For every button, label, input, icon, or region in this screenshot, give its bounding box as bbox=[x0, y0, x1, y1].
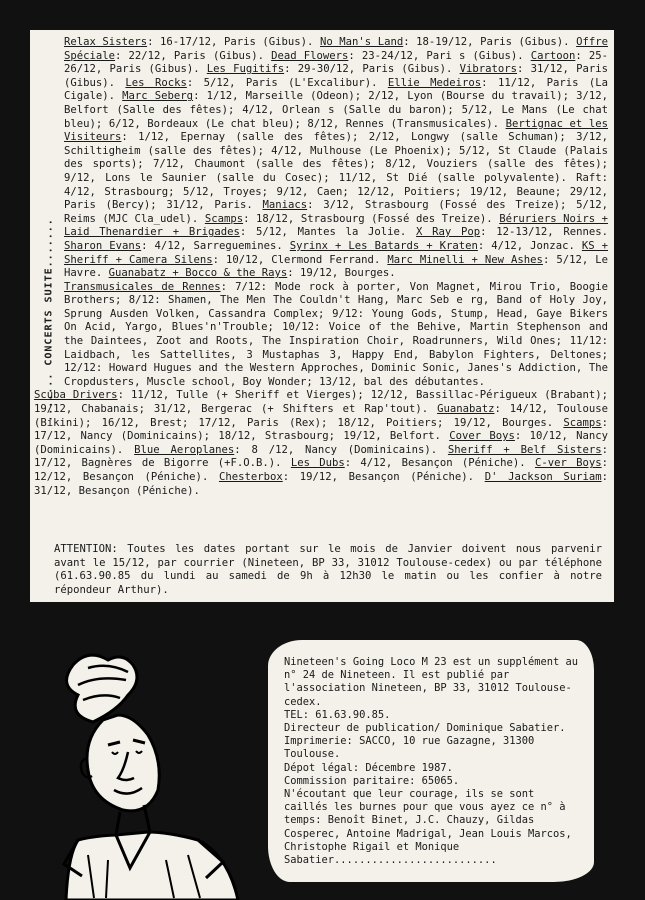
band-name: X Ray Pop bbox=[416, 226, 481, 239]
band-name: Relax Sisters bbox=[64, 36, 148, 48]
band-name: KS + Sheriff + Camera Silens bbox=[64, 239, 608, 266]
band-name: Les Fugitifs bbox=[206, 63, 285, 76]
band-name: Offre Spéciale bbox=[64, 36, 608, 62]
colophon-line: Directeur de publication/ Dominique Sabatier. Imprimerie: SACCO, 10 rue Gazagne, 31300 Toulouse. bbox=[284, 722, 566, 761]
colophon-text bbox=[284, 656, 580, 867]
band-name: Guanabatz + Bocco & the Rays bbox=[108, 267, 288, 280]
band-name: Dead Flowers bbox=[271, 49, 349, 62]
band-name: Cover Boys bbox=[449, 430, 515, 443]
concert-listing-panel bbox=[30, 30, 614, 602]
band-name: Béruriers Noirs + Laid Thenardier + Brigades bbox=[64, 212, 608, 239]
caricature-illustration bbox=[48, 640, 258, 900]
listing-paragraph: Scuba Drivers: 11/12, Tulle (+ Sheriff et Vierges); 12/12, Bassillac-Périgueux (Brabant); 19/12, Chabanais; 31/12, Bergerac (+ Shifters et Rap'tout). Guanabatz: 14/12, Toulouse (Bikini); 16/12, Brest; 17/12, Paris (Rex); 18/12, Poitiers; 19/12, Bourges. Scamps: 17/12, Nancy (Dominicains); 18/12, Strasbourg; 19/12, Belfort. Cover Boys: 10/12, Nancy (Dominicains). Blue Aeroplanes: 8 /12, Nancy (Dominicains). Sheriff + Belf Sisters: 17/12, Bagnères de Bigorre (+F.O.B.). Les Dubs: 4/12, Besançon (Péniche). C-ver Boys: 12/12, Besançon (Péniche). Chesterbox: 19/12, Besançon (Péniche). D' Jackson Suriam: 31/12, Besançon (Péniche). bbox=[34, 389, 609, 497]
band-name: Scamps bbox=[204, 212, 244, 225]
band-name: Cartoon bbox=[530, 49, 576, 62]
band-name: Scuba Drivers bbox=[34, 389, 118, 402]
side-label-text: ....... CONCERTS SUITE....... bbox=[43, 218, 55, 422]
band-name: Chesterbox bbox=[218, 471, 283, 483]
band-name: Les Dubs bbox=[290, 457, 345, 470]
band-name: Blue Aeroplanes bbox=[134, 443, 235, 456]
band-name: Marc Seberg bbox=[122, 90, 194, 103]
attention-notice bbox=[54, 543, 602, 597]
band-name: Guanabatz bbox=[437, 403, 495, 416]
band-name: No Man's Land bbox=[319, 36, 404, 48]
band-name: Syrinx + Les Batards + Kraten bbox=[289, 239, 478, 252]
band-name: Sheriff + Belf Sisters bbox=[447, 443, 602, 456]
colophon-line: N'écoutant que leur courage, ils se sont caillés les burnes pour que vous ayez ce n° à temps: Benoît Binet, J.C. Chauzy, Gildas Cosperec, Antoine Madrigal, Jean Louis Marcos, Christophe Rigail et Monique Sabatier.......................... bbox=[284, 788, 572, 867]
band-name: Les Rocks bbox=[125, 76, 187, 89]
band-name: Transmusicales de Rennes bbox=[64, 280, 221, 293]
attention-text: ATTENTION: Toutes les dates portant sur le mois de Janvier doivent nous parvenir avant le 15/12, par courrier (Nineteen, BP 33, 31012 Toulouse-cedex) ou par téléphone (61.63.90.85 du lundi au samedi de 9h à 12h30 le matin ou les confier à notre répondeur Arthur). bbox=[54, 543, 602, 596]
band-name: Maniacs bbox=[262, 199, 308, 212]
listing-paragraph: Transmusicales de Rennes: 7/12: Mode rock à porter, Von Magnet, Mirou Trio, Boogie Brothers; 8/12: Shamen, The Men The Couldn't Hang, Marc Seb e rg, Band of Holy Joy, Sprung Ausden Volken, Cassandra Complex; 9/12: Young Gods, Stump, Head, Gaye Bikers On Acid, Yargo, Blues'n'Trouble; 10/12: Voice of the Behive, Martin Stephenson and the Daintees, Zoot and Roots, The Inspiration Choir, Roadrunners, Wild Ones; 11/12: Laidbach, les Sattellites, 3 Mustaphas 3, Happy End, Babylon Fighters, Deltones; 12/12: Howard Hugues and the Western Approches, Dominic Sonic, Janes's Addiction, The Cropdusters, Muscle school, Boy Wonder; 13/12, bal des débutantes. bbox=[64, 280, 608, 388]
band-name: Bertignac et les Visiteurs bbox=[64, 117, 608, 144]
colophon-box bbox=[268, 640, 594, 882]
band-name: Ellie Medeiros bbox=[387, 76, 482, 89]
band-name: Vibrators bbox=[459, 63, 518, 76]
band-name: C-ver Boys bbox=[534, 457, 602, 470]
band-name: Sharon Evans bbox=[64, 239, 142, 252]
band-name: D' Jackson Suriam bbox=[484, 471, 602, 483]
colophon-line: Nineteen's Going Loco M 23 est un supplément au n° 24 de Nineteen. Il est publié par l'association Nineteen, BP 33, 31012 Toulouse-cedex. bbox=[284, 656, 579, 708]
band-name: Marc Minelli + New Ashes bbox=[387, 253, 543, 266]
listing-paragraph: Relax Sisters: 16-17/12, Paris (Gibus). No Man's Land: 18-19/12, Paris (Gibus). Offre Spéciale: 22/12, Paris (Gibus). Dead Flowers: 23-24/12, Pari s (Gibus). Cartoon: 25-26/12, Paris (Gibus). Les Fugitifs: 29-30/12, Paris (Gibus). Vibrators: 31/12, Paris (Gibus). Les Rocks: 5/12, Paris (L'Excalibur). Ellie Medeiros: 11/12, Paris (La Cigale). Marc Seberg: 1/12, Marseille (Odeon); 2/12, Lyon (Bourse du travail); 3/12, Belfort (Salle des fêtes); 4/12, Orlean s (Salle du baron); 5/12, Le Mans (Le chat bleu); 6/12, Bordeaux (Le chat bleu); 8/12, Rennes (Transmusicales). Bertignac et les Visiteurs: 1/12, Epernay (salle des fêtes); 2/12, Longwy (salle Schuman); 3/12, Schiltigheim (salle des fêtes); 4/12, Mulhouse (Le Phoenix); 5/12, St Claude (Palais des sports); 7/12, Chaumont (salle des fêtes); 8/12, Vouziers (salle des fêtes); 9/12, Lons le Saunier (salle du Cosec); 11/12, St Dié (salle polyvalente). Raft: 4/12, Strasbourg; 5/12, Troyes; 9/12, Caen; 12/12, Poitiers; 19/12, Beaune; 29/12, Paris (Bercy); 31/12, Paris. Maniacs: 3/12, Strasbourg (Fossé des Treize); 5/12, Reims (MJC Cla_udel). Scamps: 18/12, Strasbourg (Fossé des Treize). Béruriers Noirs + Laid Thenardier + Brigades: 5/12, Mantes la Jolie. X Ray Pop: 12-13/12, Rennes. Sharon Evans: 4/12, Sarreguemines. Syrinx + Les Batards + Kraten: 4/12, Jonzac. KS + Sheriff + Camera Silens: 10/12, Clermond Ferrand. Marc Minelli + New Ashes: 5/12, Le Havre. Guanabatz + Bocco & the Rays: 19/12, Bourges. bbox=[64, 36, 609, 280]
colophon-line: TEL: 61.63.90.85. bbox=[284, 708, 391, 721]
band-name: Scamps bbox=[563, 416, 602, 429]
colophon-line: Commission paritaire: 65065. bbox=[284, 774, 460, 787]
colophon-line: Dépot légal: Décembre 1987. bbox=[284, 761, 453, 774]
